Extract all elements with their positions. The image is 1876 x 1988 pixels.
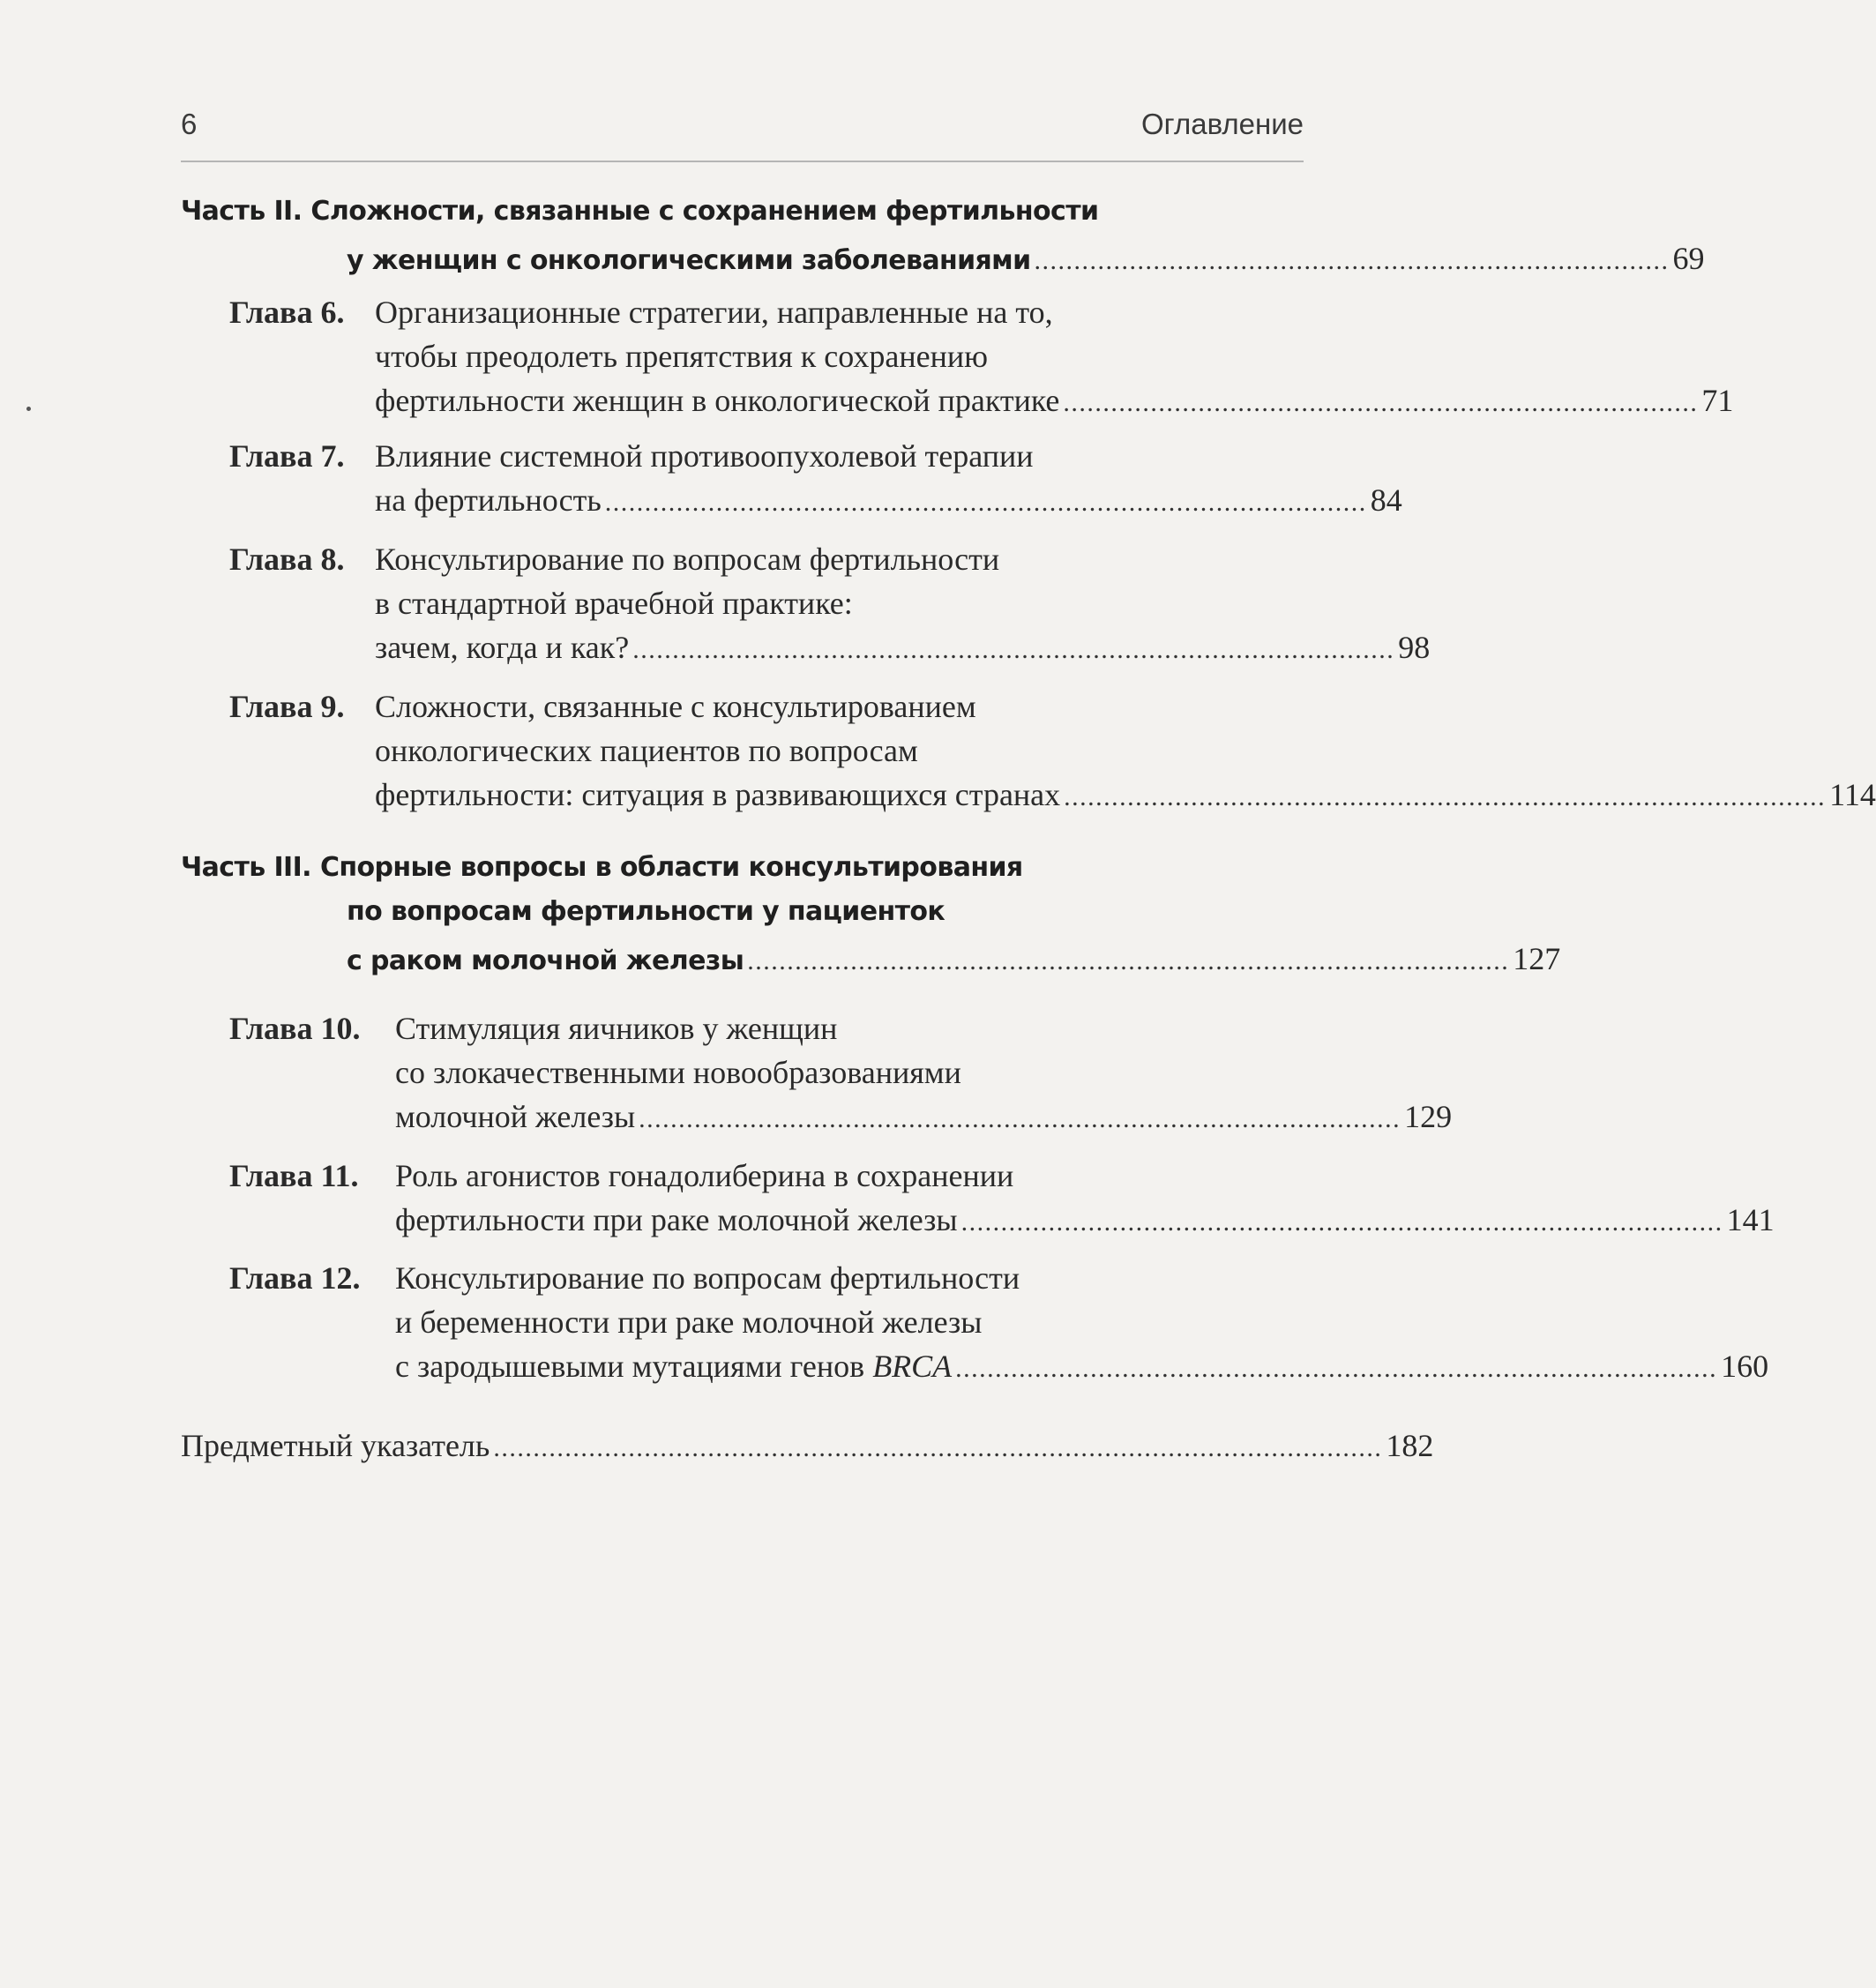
chapter-title-line: и беременности при раке молочной железы xyxy=(395,1304,983,1340)
chapter-label: Глава 10. xyxy=(229,1011,361,1046)
chapter-label: Глава 7. xyxy=(229,438,345,474)
dot-leader: ................................................................................................ xyxy=(604,488,1367,517)
page-ref: 141 xyxy=(1726,1202,1775,1237)
chapter-title-line: с зародышевыми мутациями генов BRCA xyxy=(395,1349,953,1384)
chapter-label: Глава 8. xyxy=(229,542,345,577)
chapter-label: Глава 6. xyxy=(229,295,345,330)
chapter-title-line: зачем, когда и как? xyxy=(375,630,630,665)
page-ref: 84 xyxy=(1370,482,1402,518)
chapter-title-line: со злокачественными новообразованиями xyxy=(395,1055,961,1090)
chapter-title-line: Консультирование по вопросам фертильности xyxy=(395,1260,1020,1296)
gene-name: BRCA xyxy=(872,1349,953,1384)
chapter-title-line: Стимуляция яичников у женщин xyxy=(395,1011,838,1046)
page-ref: 69 xyxy=(1672,241,1705,276)
toc-part-2 xyxy=(181,196,1705,284)
dot-leader: ................................................................................ xyxy=(1063,388,1699,417)
page-ref: 127 xyxy=(1513,941,1561,976)
dot-leader: ................................................................................................ xyxy=(639,1104,1401,1133)
chapter-title-line: Влияние системной противоопухолевой терапии xyxy=(375,438,1034,474)
page-ref: 98 xyxy=(1398,630,1431,665)
chapter-label: Глава 11. xyxy=(229,1158,359,1193)
chapter-title-line: на фертильность xyxy=(375,482,602,518)
part-title-line: Спорные вопросы в области консультирования xyxy=(319,852,1023,883)
part-title-line: по вопросам фертильности у пациенток xyxy=(347,896,945,927)
chapter-title-line: Консультирование по вопросам фертильности xyxy=(375,542,1000,577)
part-label: Часть II. xyxy=(181,196,303,227)
page-ref: 114 xyxy=(1829,777,1876,812)
index-title: Предметный указатель xyxy=(181,1428,490,1463)
part-label: Часть III. xyxy=(181,852,311,883)
part-title-line: с раком молочной железы xyxy=(347,945,744,976)
page-ref: 182 xyxy=(1386,1428,1434,1463)
page-ref: 160 xyxy=(1721,1349,1769,1384)
chapter-label: Глава 12. xyxy=(229,1260,361,1296)
page-ref: 71 xyxy=(1701,383,1734,418)
dot-leader: ................................................................................................ xyxy=(1064,782,1827,811)
chapter-title-line: Сложности, связанные с консультированием xyxy=(375,689,976,724)
chapter-title-line: Организационные стратегии, направленные на то, xyxy=(375,295,1053,330)
page-ref: 129 xyxy=(1404,1099,1453,1134)
chapter-title-line: фертильности при раке молочной железы xyxy=(395,1202,958,1237)
dot-leader: ................................................................................ xyxy=(1034,246,1670,275)
chapter-title-line: Роль агонистов гонадолиберина в сохранении xyxy=(395,1158,1014,1193)
toc-part-3 xyxy=(181,852,1561,984)
dot-leader: ................................................................................................ xyxy=(960,1207,1723,1237)
chapter-title-line: чтобы преодолеть препятствия к сохранению xyxy=(375,339,989,374)
chapter-title-line: фертильности женщин в онкологической практике xyxy=(375,383,1060,418)
page-number: 6 xyxy=(181,108,198,140)
running-head: Оглавление xyxy=(1141,108,1304,140)
toc-index xyxy=(181,1427,1434,1471)
dot-leader: ................................................................................................................ xyxy=(493,1433,1383,1462)
chapter-label: Глава 9. xyxy=(229,689,345,724)
dot-leader: ................................................................................................ xyxy=(747,946,1510,975)
part-title-line: у женщин с онкологическими заболеваниями xyxy=(347,245,1031,276)
header-rule xyxy=(181,161,1304,162)
part-title-line: Сложности, связанные с сохранением фертильности xyxy=(310,196,1099,227)
dot-leader: ................................................................................................ xyxy=(632,635,1395,664)
margin-speck xyxy=(26,407,31,411)
chapter-title-line: в стандартной врачебной практике: xyxy=(375,586,853,621)
dot-leader: ................................................................................................ xyxy=(955,1354,1718,1383)
chapter-title-line: онкологических пациентов по вопросам xyxy=(375,733,918,768)
chapter-title-line: молочной железы xyxy=(395,1099,636,1134)
chapter-title-line: фертильности: ситуация в развивающихся странах xyxy=(375,777,1061,812)
